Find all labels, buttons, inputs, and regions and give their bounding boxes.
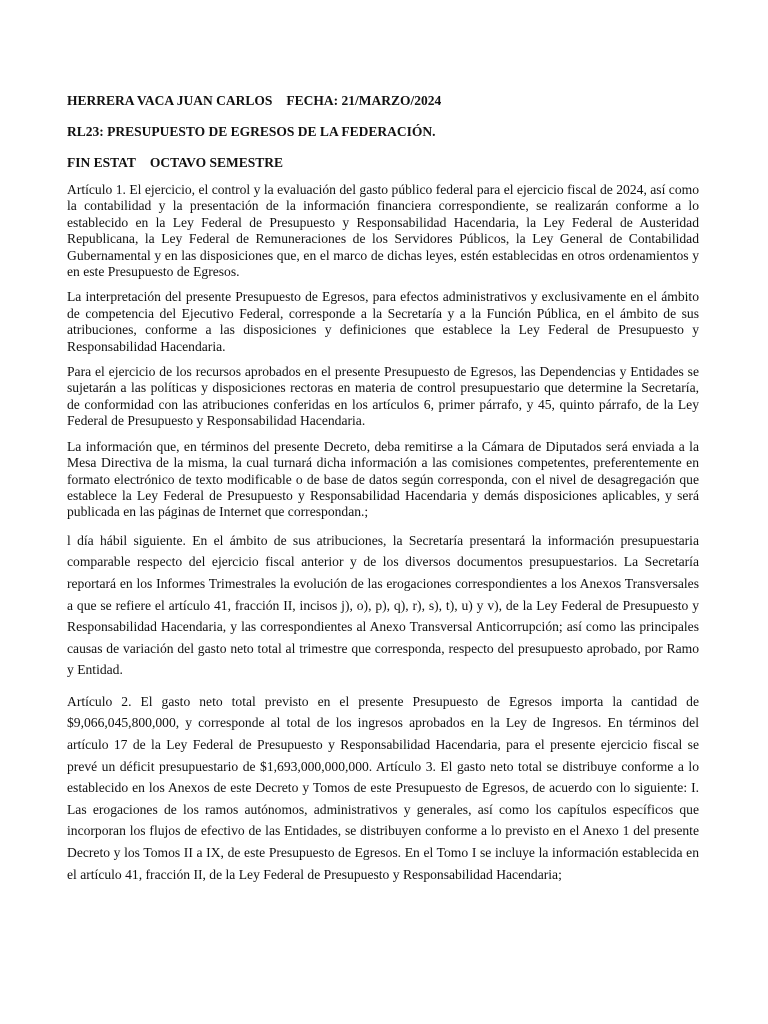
semester-label: OCTAVO SEMESTRE <box>149 155 284 170</box>
author-date-line <box>67 92 699 110</box>
document-title: RL23: PRESUPUESTO DE EGRESOS DE LA FEDERACIÓN. <box>67 124 436 139</box>
paragraph-interpretacion: La interpretación del presente Presupuesto de Egresos, para efectos administrativos y exclusivamente en el ámbito de competencia del Ejecutivo Federal, corresponde a la Secretaría y a la Función Pública, en el ámbito de sus atribuciones, conforme a las disposiciones y definiciones que establece la Ley Federal de Presupuesto y Responsabilidad Hacendaria. <box>67 289 699 354</box>
paragraph-informacion: La información que, en términos del presente Decreto, deba remitirse a la Cámara de Diputados será enviada a la Mesa Directiva de la misma, la cual turnará dicha información a las comisiones competentes, preferentemente en formato electrónico de texto modificable o de base de datos según corresponda, con el nivel de desagregación que establece la Ley Federal de Presupuesto y Responsabilidad Hacendaria y demás disposiciones aplicables, y será publicada en las páginas de Internet que correspondan.; <box>67 438 699 520</box>
paragraph-ejercicio-recursos: Para el ejercicio de los recursos aprobados en el presente Presupuesto de Egresos, las Dependencias y Entidades se sujetarán a las políticas y disposiciones rectoras en materia de control presupuestario que determine la Secretaría, de conformidad con las atribuciones conferidas en los artículos 6, primer párrafo, y 45, quinto párrafo, de la Ley Federal de Presupuesto y Responsabilidad Hacendaria. <box>67 364 699 429</box>
program-line <box>67 154 699 172</box>
paragraph-articulo-1: Artículo 1. El ejercicio, el control y la evaluación del gasto público federal para el ejercicio fiscal de 2024, así como la contabilidad y la presentación de la información financiera correspondiente, se realizarán conforme a lo establecido en la Ley Federal de Presupuesto y Responsabilidad Hacendaria, la Ley Federal de Austeridad Republicana, la Ley Federal de Remuneraciones de los Servidores Públicos, la Ley General de Contabilidad Gubernamental y en las disposiciones que, en el marco de dichas leyes, estén establecidas en otros ordenamientos y en este Presupuesto de Egresos. <box>67 182 699 280</box>
program-name: FIN ESTAT <box>67 155 136 170</box>
document-date: FECHA: 21/MARZO/2024 <box>286 93 442 108</box>
author-name: HERRERA VACA JUAN CARLOS <box>67 93 273 108</box>
paragraph-dia-habil: l día hábil siguiente. En el ámbito de sus atribuciones, la Secretaría presentará la información presupuestaria comparable respecto del ejercicio fiscal anterior y de los diversos documentos presupuestarios. La Secretaría reportará en los Informes Trimestrales la evolución de las erogaciones correspondientes a los Anexos Transversales a que se refiere el artículo 41, fracción II, incisos j), o), p), q), r), s), t), u) y v), de la Ley Federal de Presupuesto y Responsabilidad Hacendaria, y las correspondientes al Anexo Transversal Anticorrupción; así como las principales causas de variación del gasto neto total al trimestre que corresponda, respecto del presupuesto aprobado, por Ramo y Entidad. <box>67 532 699 678</box>
document-body <box>67 92 699 895</box>
paragraph-articulo-2: Artículo 2. El gasto neto total previsto en el presente Presupuesto de Egresos importa la cantidad de $9,066,045,800,000, y corresponde al total de los ingresos aprobados en la Ley de Ingresos. En términos del artículo 17 de la Ley Federal de Presupuesto y Responsabilidad Hacendaria, para el presente ejercicio fiscal se prevé un déficit presupuestario de $1,693,000,000,000. Artículo 3. El gasto neto total se distribuye conforme a lo establecido en los Anexos de este Decreto y Tomos de este Presupuesto de Egresos, de acuerdo con lo siguiente: I. Las erogaciones de los ramos autónomos, administrativos y generales, así como los capítulos específicos que incorporan los flujos de efectivo de las Entidades, se distribuyen conforme a lo previsto en el Anexo 1 del presente Decreto y los Tomos II a IX, de este Presupuesto de Egresos. En el Tomo I se incluye la información establecida en el artículo 41, fracción II, de la Ley Federal de Presupuesto y Responsabilidad Hacendaria; <box>67 693 699 882</box>
